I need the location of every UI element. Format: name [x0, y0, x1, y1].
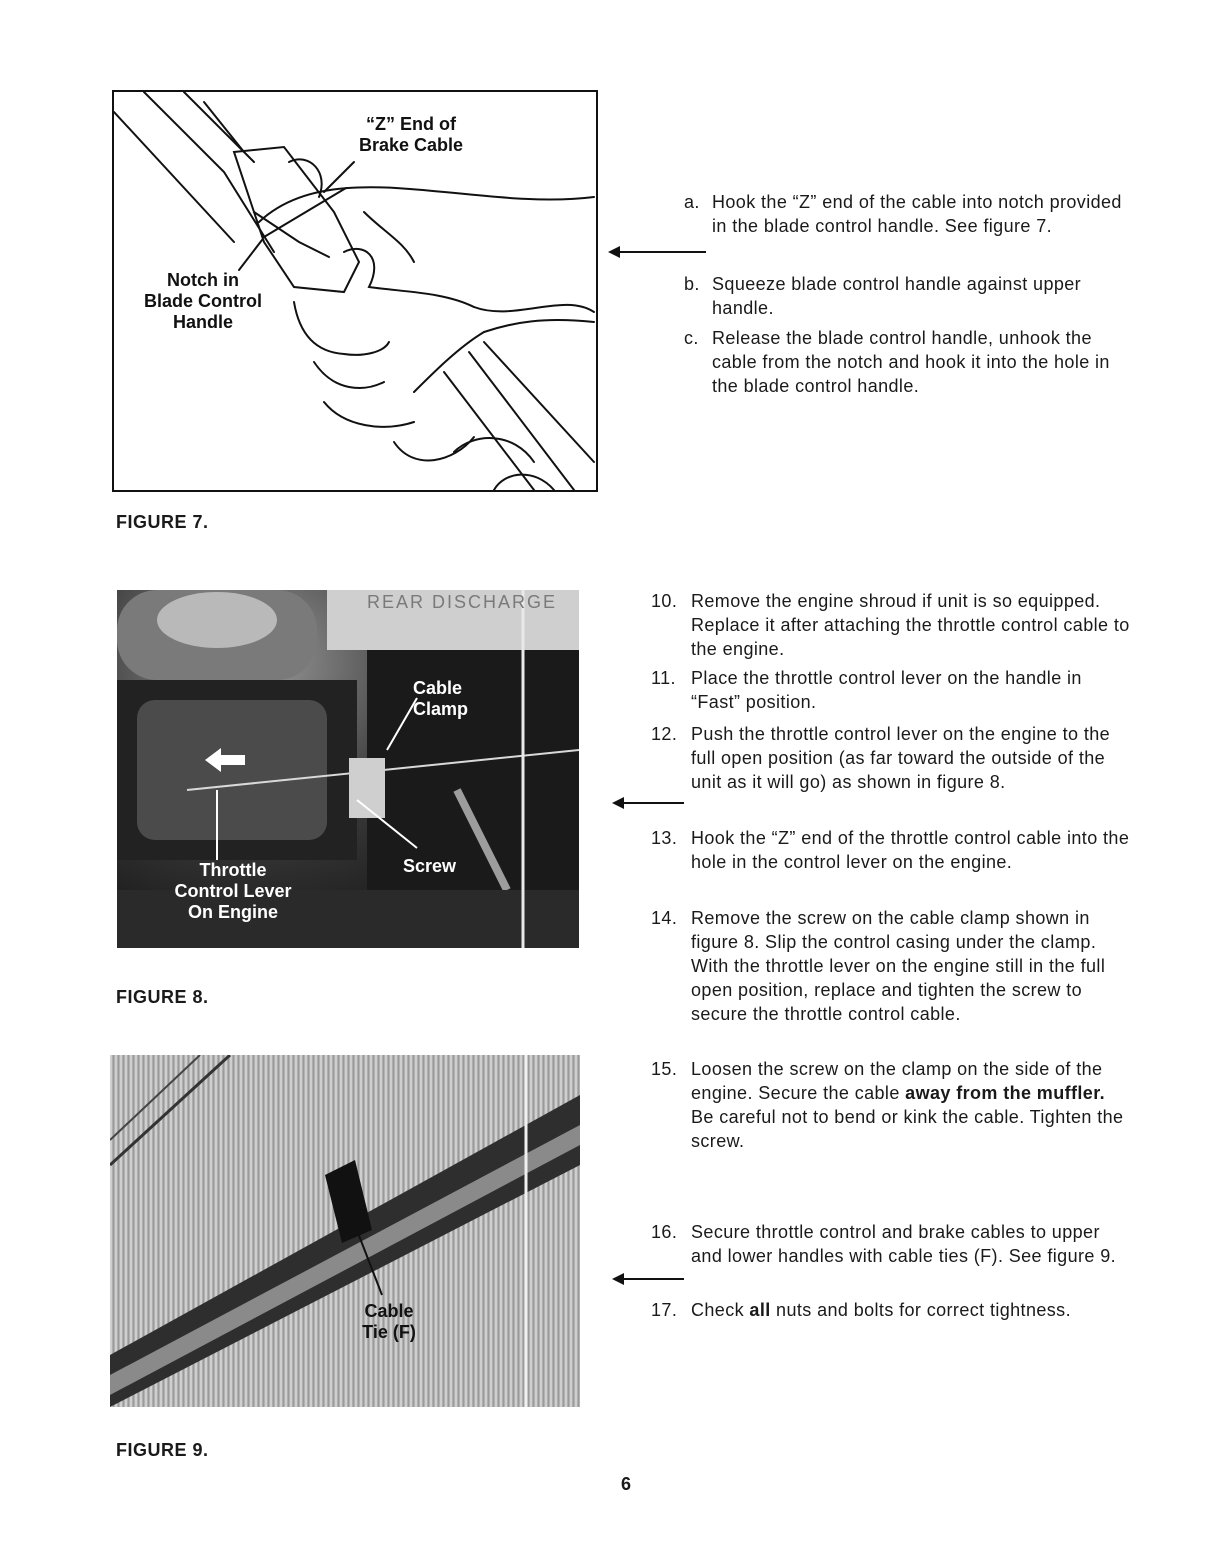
callout-tie-line2: Tie (F) — [362, 1322, 416, 1342]
figure-9-photo — [110, 1055, 580, 1407]
step-14-text: Remove the screw on the cable clamp shown in figure 8. Slip the control casing under the clamp. With the throttle lever on the engine still in the full open position, replace and tighten the screw to secure the throttle control cable. — [691, 908, 1106, 1024]
step-14-label: 14. — [651, 908, 678, 928]
step-c-text: Release the blade control handle, unhook the cable from the notch and hook it into the hole in the blade control handle. — [712, 328, 1110, 396]
callout-notch-line2: Blade Control — [143, 291, 262, 311]
step-b-label: b. — [684, 274, 700, 294]
callout-clamp-line1: Cable — [413, 678, 463, 698]
photo-label-rear-discharge: REAR DISCHARGE — [367, 592, 558, 612]
figure-9-caption: FIGURE 9. — [116, 1440, 209, 1460]
step-17-text-bold: all — [749, 1300, 771, 1320]
step-a-text: Hook the “Z” end of the cable into notch provided in the blade control handle. See figure 7. — [712, 192, 1122, 236]
callout-cable-clamp — [413, 678, 468, 720]
callout-lever-line3: On Engine — [188, 902, 278, 922]
figure-7-illustration — [112, 90, 598, 492]
step-13-label: 13. — [651, 828, 678, 848]
step-17-text-before: Check — [691, 1300, 750, 1320]
step-11-text: Place the throttle control lever on the handle in “Fast” position. — [691, 668, 1082, 712]
step-17-label: 17. — [651, 1300, 678, 1320]
step-12-label: 12. — [651, 724, 678, 744]
step-15-text-after: Be careful not to bend or kink the cable. Tighten the screw. — [691, 1107, 1124, 1151]
callout-screw: Screw — [403, 856, 457, 876]
callout-throttle-control-lever — [153, 860, 313, 923]
page-number: 6 — [621, 1474, 632, 1494]
callout-z-end-line1: “Z” End of — [366, 114, 456, 134]
figure-9-scene — [110, 1055, 580, 1407]
callout-lever-line1: Throttle — [199, 860, 267, 880]
step-11-label: 11. — [651, 668, 676, 688]
step-16-text: Secure throttle control and brake cables to upper and lower handles with cable ties (F). See figure 9. — [691, 1222, 1117, 1266]
pointer-arrow-figure-8 — [614, 802, 684, 804]
step-b-text: Squeeze blade control handle against upper handle. — [712, 274, 1082, 318]
step-c-label: c. — [684, 328, 699, 348]
step-15-label: 15. — [651, 1059, 678, 1079]
callout-lever-line2: Control Lever — [174, 881, 292, 901]
figure-8-photo — [117, 590, 579, 948]
step-10-text: Remove the engine shroud if unit is so equipped. Replace it after attaching the throttle control cable to the engine. — [691, 591, 1130, 659]
callout-cable-tie — [354, 1301, 424, 1343]
callout-z-end-line2: Brake Cable — [358, 135, 464, 155]
step-15-text-bold: away from the muffler. — [905, 1083, 1106, 1103]
step-a-label: a. — [684, 192, 700, 212]
pointer-arrow-figure-9 — [614, 1278, 684, 1280]
figure-7-caption: FIGURE 7. — [116, 512, 209, 532]
step-12-text: Push the throttle control lever on the engine to the full open position (as far toward the outside of the unit as it will go) as shown in figure 8. — [691, 724, 1111, 792]
step-15-text — [691, 1057, 1133, 1153]
callout-z-end-of-brake-cable — [346, 114, 476, 156]
step-10-label: 10. — [651, 591, 678, 611]
step-15-text-before: Loosen the screw on the clamp on the side of the engine. Secure the cable — [691, 1059, 1103, 1103]
callout-tie-line1: Cable — [364, 1301, 414, 1321]
step-13-text: Hook the “Z” end of the throttle control cable into the hole in the control lever on the engine. — [691, 828, 1130, 872]
callout-notch-line1: Notch in — [167, 270, 239, 290]
callout-notch-in-blade-control-handle — [128, 270, 278, 333]
callout-notch-line3: Handle — [172, 312, 233, 332]
pointer-arrow-figure-7 — [610, 251, 706, 253]
step-17-text-after: nuts and bolts for correct tightness. — [770, 1300, 1071, 1320]
step-16-label: 16. — [651, 1222, 678, 1242]
figure-8-caption: FIGURE 8. — [116, 987, 209, 1007]
callout-clamp-line2: Clamp — [413, 699, 469, 719]
step-17-text — [691, 1298, 1133, 1322]
